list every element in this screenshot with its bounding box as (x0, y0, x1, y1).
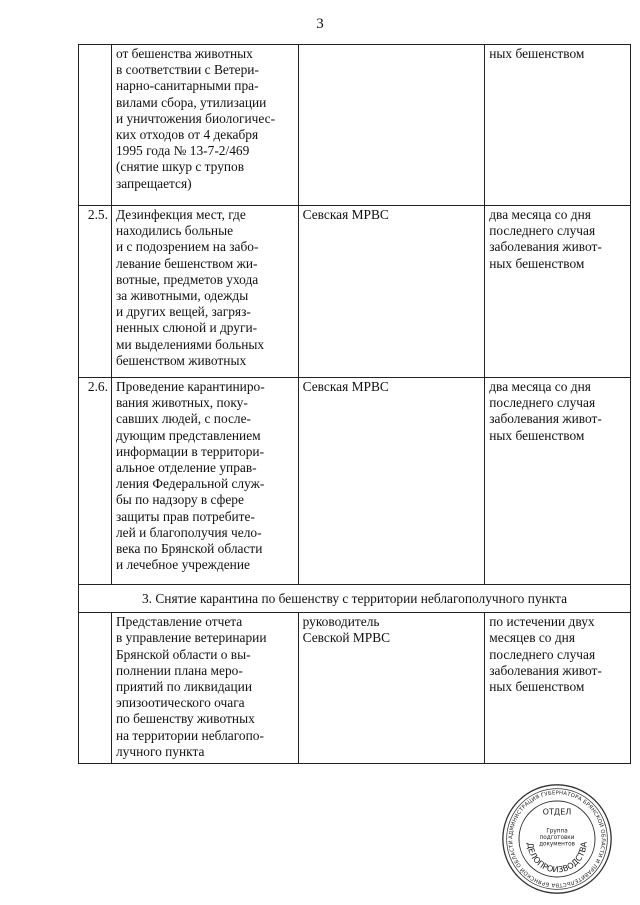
item-number (79, 613, 112, 764)
action-cell: от бешенства животных в соответствии с Ветери- нарно-санитарными пра- вилами сбора, утилизации и уничтожения биологичес- ких отходов от 4 декабря 1995 года № 13-7-2/469 (снятие шкур с трупов запрещается) (111, 45, 298, 206)
stamp-dept-top: ОТДЕЛ (542, 807, 572, 817)
term-cell: два месяца со дня последнего случая заболевания живот- ных бешенством (485, 378, 631, 585)
stamp-ring-text: АДМИНИСТРАЦИЯ ГУБЕРНАТОРА БРЯНСКОЙ ОБЛАСТИ И ПРАВИТЕЛЬСТВА БРЯНСКОЙ ОБЛАСТИ (508, 790, 606, 888)
item-number: 2.6. (79, 378, 112, 585)
executor-cell: Севская МРВС (298, 206, 485, 378)
item-number: 2.5. (79, 206, 112, 378)
item-number (79, 45, 112, 206)
table-row (79, 206, 631, 378)
table-row (79, 45, 631, 206)
term-cell: два месяца со дня последнего случая заболевания живот- ных бешенством (485, 206, 631, 378)
section-heading-row (79, 585, 631, 613)
executor-cell: Севская МРВС (298, 378, 485, 585)
stamp-dept-arc: ДЕЛОПРОИЗВОДСТВА (525, 841, 589, 875)
section-heading: 3. Снятие карантина по бешенству с территории неблагополучного пункта (79, 585, 631, 613)
term-cell: по истечении двух месяцев со дня последнего случая заболевания живот- ных бешенством (485, 613, 631, 764)
executor-cell: руководитель Севской МРВС (298, 613, 485, 764)
stamp-inner-line: документов (539, 841, 575, 848)
term-cell: ных бешенством (485, 45, 631, 206)
page-number: 3 (316, 16, 324, 32)
action-cell: Представление отчета в управление ветеринарии Брянской области о вы- полнении плана меро- приятий по ликвидации эпизоотического очага по бешенству животных на территории неблагопо- лучного пункта (111, 613, 298, 764)
executor-cell (298, 45, 485, 206)
table-row (79, 378, 631, 585)
department-stamp (500, 782, 614, 896)
stamp-inner-line: подготовки (539, 835, 575, 841)
table-row (79, 613, 631, 764)
stamp-inner-line: Группа (546, 828, 568, 835)
action-cell: Проведение карантиниро- вания животных, поку- савших людей, с после- дующим представлением информации в территори- альное отделение управ- ления Федеральной служ- бы по надзору в сфере защиты прав потребите- лей и благополучия чело- века по Брянской области и лечебное учреждение (111, 378, 298, 585)
measures-table (78, 44, 631, 764)
action-cell: Дезинфекция мест, где находились больные и с подозрением на забо- левание бешенством жи- вотные, предметов ухода за животными, одежды и других вещей, загряз- ненных слюной и други- ми выделениями больных бешенством животных (111, 206, 298, 378)
